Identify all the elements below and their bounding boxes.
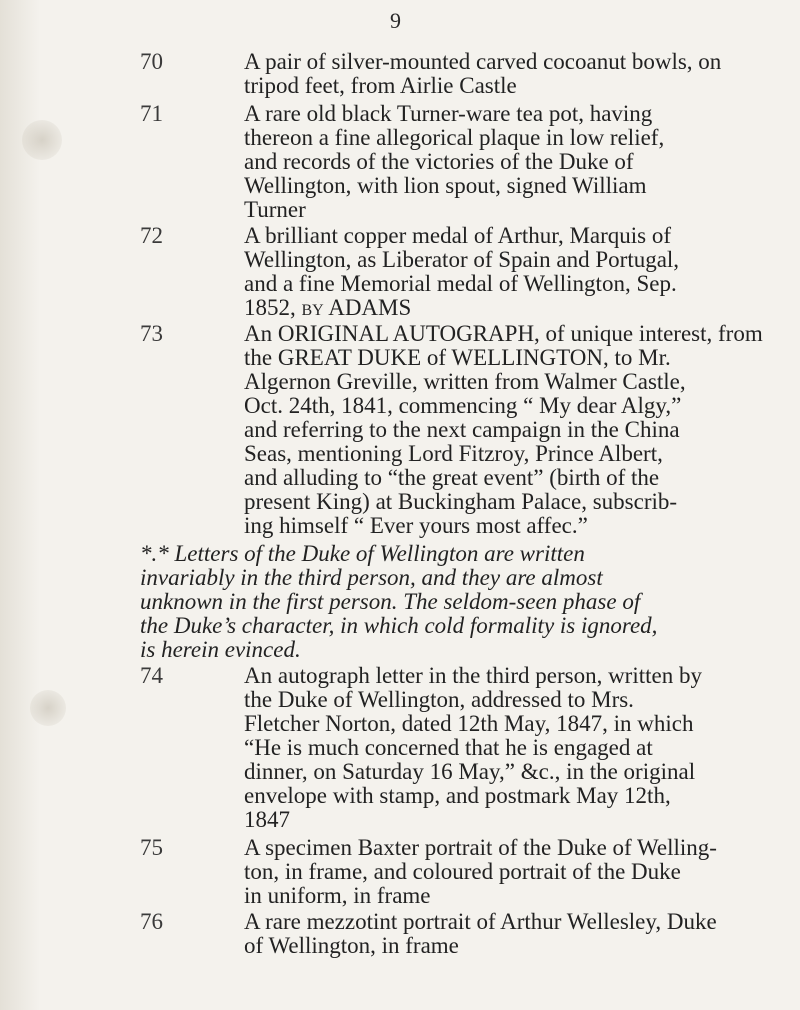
lot-line: “He is much concerned that he is engaged at [244, 735, 653, 760]
lot-number: 75 [140, 835, 163, 860]
lot-number: 74 [140, 663, 163, 688]
note-line: is herein evinced. [140, 637, 301, 662]
lot-line: Turner [244, 197, 306, 222]
lot-line: Fletcher Norton, dated 12th May, 1847, in which [244, 711, 694, 736]
lot-line: A rare mezzotint portrait of Arthur Wellesley, Duke [244, 909, 717, 934]
lot-description [244, 50, 764, 98]
note-line: the Duke’s character, in which cold formality is ignored, [140, 613, 658, 638]
lot-number: 73 [140, 321, 163, 346]
lot-line: and alluding to “the great event” (birth of the [244, 465, 660, 490]
lot-line: Oct. 24th, 1841, commencing “ My dear Algy,” [244, 393, 682, 418]
lot-line: Algernon Greville, written from Walmer Castle, [244, 369, 686, 394]
lot-line: Wellington, with lion spout, signed William [244, 173, 647, 198]
lot-line: thereon a fine allegorical plaque in low relief, [244, 125, 665, 150]
lot-line: A rare old black Turner-ware tea pot, having [244, 101, 653, 126]
lot-description [244, 224, 764, 320]
note-line: unknown in the first person. The seldom-seen phase of [140, 589, 641, 614]
lot-number: 72 [140, 223, 163, 248]
note-text: Letters of the Duke of Wellington are written [174, 541, 585, 566]
lot-line: A pair of silver-mounted carved cocoanut bowls, on [244, 49, 722, 74]
lot-line: and records of the victories of the Duke of [244, 149, 634, 174]
lot-line: 1852, by ADAMS [244, 295, 412, 320]
note-marker: *.* [140, 541, 169, 566]
paper-stain [30, 690, 66, 726]
lot-line: Wellington, as Liberator of Spain and Portugal, [244, 247, 680, 272]
lot-line: An ORIGINAL AUTOGRAPH, of unique interest, from [244, 321, 763, 346]
note-line [140, 542, 770, 566]
lot-line: 1847 [244, 807, 290, 832]
paper-stain [22, 120, 62, 160]
lot-line: in uniform, in frame [244, 883, 431, 908]
lot-line: present King) at Buckingham Palace, subscrib- [244, 489, 678, 514]
lot-description [244, 910, 764, 958]
lot-description [244, 102, 764, 222]
lot-description [244, 664, 764, 832]
lot-line: tripod feet, from Airlie Castle [244, 73, 517, 98]
lot-description [244, 322, 764, 538]
lot-description [244, 836, 764, 908]
lot-number: 71 [140, 101, 163, 126]
lot-line: ing himself “ Ever yours most affec.” [244, 513, 588, 538]
lot-line: A specimen Baxter portrait of the Duke of Welling- [244, 835, 717, 860]
lot-line: the GREAT DUKE of WELLINGTON, to Mr. [244, 345, 671, 370]
lot-line: and a fine Memorial medal of Wellington, Sep. [244, 271, 677, 296]
page-number: 9 [390, 8, 401, 33]
lot-line: A brilliant copper medal of Arthur, Marquis of [244, 223, 672, 248]
lot-line: An autograph letter in the third person, written by [244, 663, 702, 688]
lot-number: 70 [140, 49, 163, 74]
lot-line: of Wellington, in frame [244, 933, 459, 958]
note-line: invariably in the third person, and they are almost [140, 565, 603, 590]
editorial-note [140, 542, 770, 662]
lot-line: the Duke of Wellington, addressed to Mrs. [244, 687, 634, 712]
lot-line: ton, in frame, and coloured portrait of the Duke [244, 859, 681, 884]
lot-number: 76 [140, 909, 163, 934]
lot-line: and referring to the next campaign in the China [244, 417, 680, 442]
lot-line: dinner, on Saturday 16 May,” &c., in the original [244, 759, 696, 784]
lot-line: Seas, mentioning Lord Fitzroy, Prince Albert, [244, 441, 663, 466]
lot-line: envelope with stamp, and postmark May 12th, [244, 783, 671, 808]
